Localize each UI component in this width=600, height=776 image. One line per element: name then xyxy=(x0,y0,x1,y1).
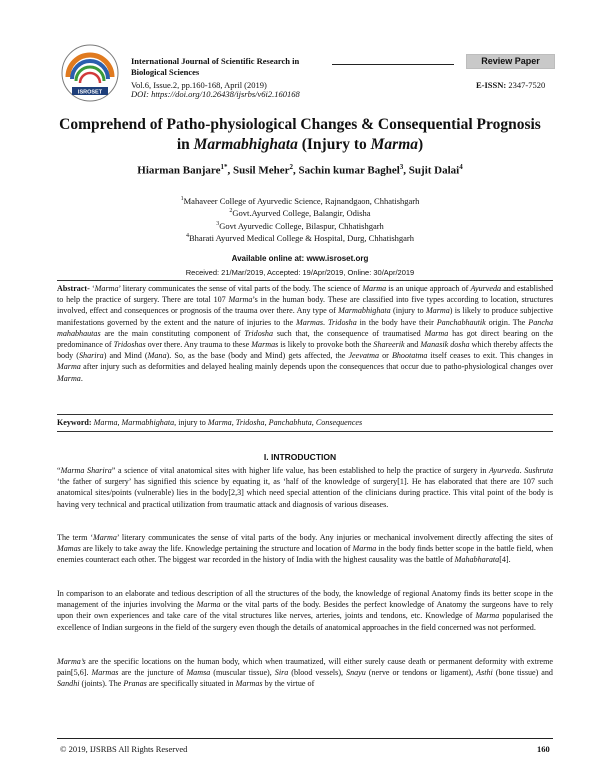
title-part: ) xyxy=(418,136,424,153)
affiliations xyxy=(20,194,580,243)
paper-type-badge: Review Paper xyxy=(466,54,555,69)
title-part: Marma xyxy=(370,136,418,153)
abstract-mid-rule xyxy=(57,414,553,415)
author-sup: 3 xyxy=(399,163,404,171)
author-sup: 2 xyxy=(289,163,294,171)
header-rule xyxy=(332,64,454,65)
journal-name: International Journal of Scientific Research in Biological Sciences xyxy=(131,56,300,77)
abstract-bottom-rule xyxy=(57,431,553,432)
paper-title xyxy=(20,115,580,155)
eissn xyxy=(476,80,545,90)
affiliation xyxy=(20,206,580,218)
affiliation xyxy=(20,231,580,243)
keywords: Keyword: Marma, Marmabhighata, injury to Marma, Tridosha, Panchabhuta, Consequences xyxy=(57,418,363,427)
affil-text: Govt.Ayurved College, Balangir, Odisha xyxy=(232,208,371,219)
available-online[interactable]: Available online at: www.isroset.org xyxy=(231,254,369,263)
author-sup: 4 xyxy=(459,163,463,171)
abstract-label: Abstract- xyxy=(57,284,90,293)
author: Hiarman Banjare xyxy=(137,164,221,177)
affiliation xyxy=(20,194,580,206)
affil-text: Bharati Ayurved Medical College & Hospital, Durg, Chhatishgarh xyxy=(189,232,414,243)
author: Susil Meher xyxy=(232,164,290,177)
footer-rule xyxy=(57,738,553,739)
affil-sup: 1 xyxy=(180,196,184,202)
section-heading: I. INTRODUCTION xyxy=(263,452,337,462)
title-part: Marmabhighata xyxy=(193,136,298,153)
intro-paragraph-4: Marma’s are the specific locations on the human body, which when traumatized, will either surely cause death or permanent deformity with extreme pain[5,6]. Marmas are the juncture of Mamsa (muscular tissue), Sira (blood vessels), Snayu (nerve or tendons or ligament), Asthi (bone tissue) and Sandhi (joints). The Pranas are specifically situated in Marmas by the virtue of xyxy=(57,657,553,689)
title-line-1: Comprehend of Patho-physiological Changes & Consequential Prognosis xyxy=(59,116,541,133)
affiliation xyxy=(20,219,580,231)
page-number: 160 xyxy=(537,744,550,754)
author-sup: 1* xyxy=(220,163,228,171)
eissn-value: 2347-7520 xyxy=(508,80,546,90)
affil-text: Mahaveer College of Ayurvedic Science, Rajnandgaon, Chhatishgarh xyxy=(183,195,420,206)
abstract: Abstract- ‘Marma’ literary communicates the sense of vital parts of the body. The science of Marma is an unique approach of Ayurveda and established to help the practice of surgery. There are total 107 Marma’s in the human body. These are classified into five types according to location, structures involved, effect and consequences or prognosis of the trauma over there. Any type of Marmabhighata (injury to Marma) is likely to produce subjective manifestations governed by the extent and the nature of injuries to the Marmas. Tridosha in the body have their Panchabhautik origin. The Pancha mahabhautas are the main constituting component of Tridosha such that, the consequence of traumatised Marma has got direct bearing on the predominance of Tridoshas over there. Any trauma to these Marmas is likely to provoke both the Shareerik and Manasik dosha which thereby affects the body (Sharira) and Mind (Mana). So, as the base (body and Mind) gets affected, the Jeevatma or Bhootatma itself ceases to exit. This changes in Marma after injury such as deformities and delayed healing mainly depends upon the consequences that occur due to patho-physiological changes over Marma. xyxy=(57,284,554,383)
intro-paragraph-2: The term ‘Marma’ literary communicates the sense of vital parts of the body. Any injuries or mechanical involvement directly affecting the sites of Mamas are likely to take away the life. Knowledge pertaining the structure and location of Marma in the body finds better scope in the battle field, when enemies counteract each other. The biggest war recorded in the history of India with the highest causality was the battle of Mahabharata[4]. xyxy=(57,533,554,565)
affil-sup: 3 xyxy=(216,220,220,227)
volume-info: Vol.6, Issue.2, pp.160-168, April (2019) xyxy=(131,80,267,90)
dates-line: Received: 21/Mar/2019, Accepted: 19/Apr/2019, Online: 30/Apr/2019 xyxy=(185,268,415,277)
intro-paragraph-3: In comparison to an elaborate and tedious description of all the structures of the body, the knowledge of regional Anatomy finds its better scope in the management of the injuries involving the Marma or the vital parts of the body. Besides the perfect knowledge of Anatomy the surgeons have to rely upon their own experiences and take care of the vital structures like nerves, arteries, joints and tendons, etc. Knowledge of Marma popularised the excellence of Indian surgeons in the field of the surgery even though the details of anatomical approaches in the field concerned was not performed. xyxy=(57,589,553,632)
footer-copyright: © 2019, IJSRBS All Rights Reserved xyxy=(60,744,188,754)
author: Sujit Dalai xyxy=(408,164,460,177)
intro-paragraph-1: “Marma Sharira” a science of vital anatomical sites with higher life value, has been established to help the practice of surgery in Ayurveda. Sushruta ‘the father of surgery’ has signified this science by equating it, as ‘half of the knowledge of surgery[1]. He has elaborated that there are 107 such anatomical sites/points (vulnerable) lies in the body[2,3] which need special attention of the clinicians during practice. This vital point of the body is having very technical and practical utilization from traumatic attack and diagnosis of various diseases. xyxy=(57,466,554,509)
logo-text: ISROSET xyxy=(77,89,103,96)
abstract-top-rule xyxy=(57,280,553,281)
affil-text: Govt Ayurvedic College, Bilaspur, Chhatishgarh xyxy=(219,220,384,231)
affil-sup: 4 xyxy=(186,232,189,239)
author-list: Hiarman Banjare$^{1*}$, Susil Meher$^2$, Sachin kumar Baghel$^3$, Sujit Dalai$^4$ xyxy=(137,163,463,177)
affil-sup: 2 xyxy=(229,208,233,215)
title-part: (Injury to xyxy=(297,136,371,153)
keyword-label: Keyword xyxy=(57,418,89,427)
title-part: in xyxy=(176,136,194,153)
eissn-label: E-ISSN: xyxy=(476,80,507,90)
author: Sachin kumar Baghel xyxy=(298,164,400,177)
doi-link[interactable]: DOI: https://doi.org/10.26438/ijsrbs/v6i2.160168 xyxy=(131,89,300,99)
journal-logo xyxy=(60,43,120,103)
